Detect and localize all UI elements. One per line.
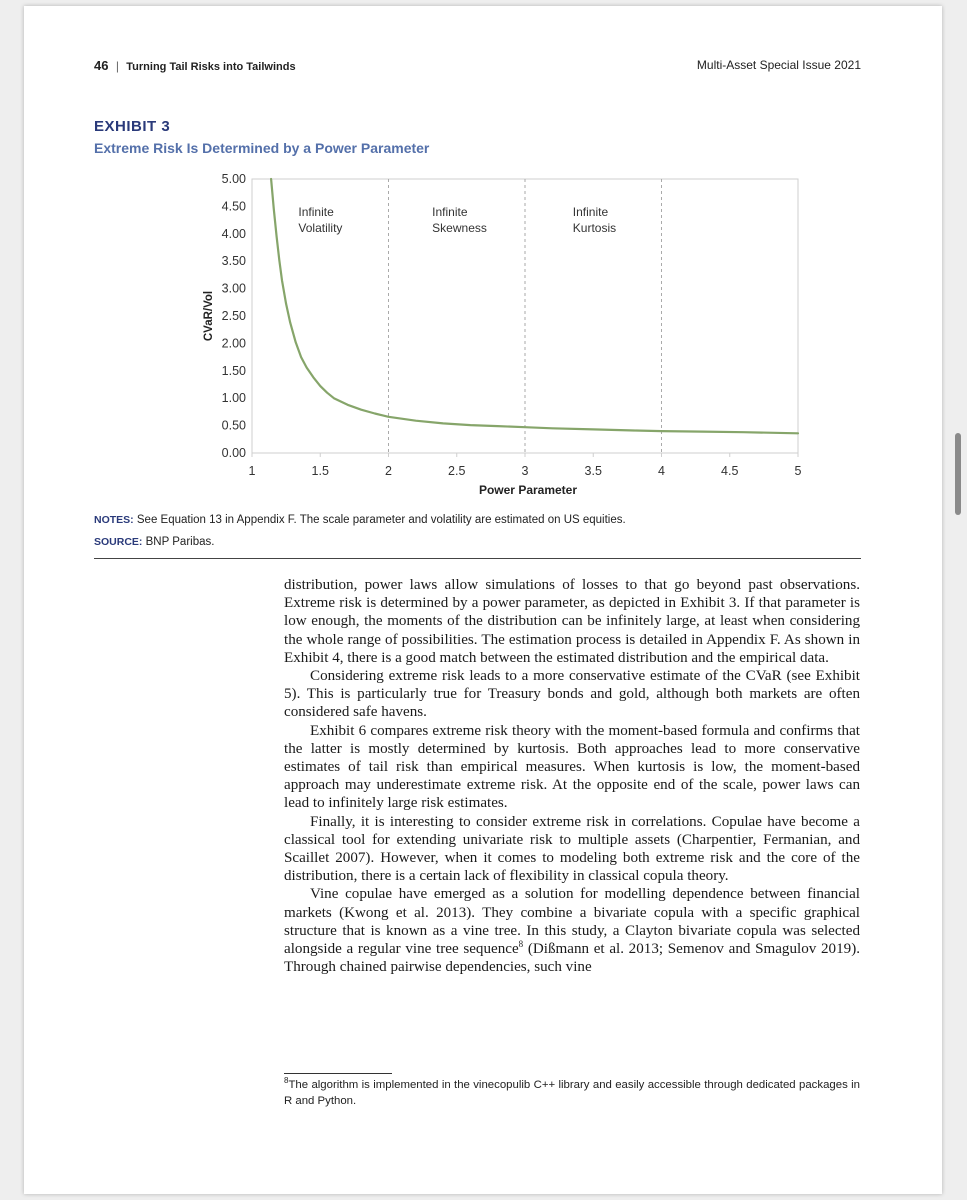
y-tick-label: 3.50 <box>221 254 246 269</box>
annotation-label: Infinite <box>432 205 468 219</box>
annotation-label: Skewness <box>432 221 487 235</box>
footnote-text: The algorithm is implemented in the vinecopulib C++ library and easily accessible through dedicated packages in R and Python. <box>284 1079 860 1107</box>
paragraph: Finally, it is interesting to consider extreme risk in correlations. Copulae have become a classical tool for extending univariate risk to multiple assets (Charpentier, Fermanian, and Scaillet 2007). However, when it comes to modeling both extreme risk and the core of the distribution, there is a certain lack of flexibility in classical copula theory. <box>284 813 860 885</box>
footnote <box>284 1078 860 1109</box>
x-tick-label: 1.5 <box>311 464 329 478</box>
annotation-label: Volatility <box>298 221 343 235</box>
header-separator: | <box>115 59 119 73</box>
paragraph: Exhibit 6 compares extreme risk theory with the moment-based formula and confirms that the latter is mostly determined by kurtosis. Both approaches lead to more conservative estimates of tail risk than empirical measures. When kurtosis is low, the moment-based approach may underestimate extreme risk. At the opposite end of the scale, power laws can lead to infinitely large risk estimates. <box>284 722 860 812</box>
y-axis-label: CVaR/Vol <box>203 290 215 342</box>
footnote-divider <box>284 1073 392 1074</box>
x-tick-label: 3 <box>521 464 529 478</box>
paragraph: distribution, power laws allow simulations of losses to that go beyond past observations. Extreme risk is determined by a power parameter, as depicted in Exhibit 3. If that parameter is low enough, the moments of the distribution can be infinitely large, at least when considering the whole range of possibilities. The estimation process is detailed in Appendix F. As shown in Exhibit 4, there is a good match between the estimated distribution and the empirical data. <box>284 577 860 666</box>
x-tick-label: 4 <box>658 464 665 478</box>
y-tick-label: 3.00 <box>221 281 246 296</box>
x-tick-label: 4.5 <box>721 464 739 478</box>
document-page <box>24 6 942 1194</box>
y-tick-label: 5.00 <box>221 172 246 186</box>
y-tick-label: 0.00 <box>221 446 246 460</box>
running-title: Turning Tail Risks into Tailwinds <box>126 61 296 73</box>
issue-title: Multi-Asset Special Issue 2021 <box>696 58 861 72</box>
notes-text: See Equation 13 in Appendix F. The scale parameter and volatility are estimated on US equities. <box>136 514 626 526</box>
y-tick-label: 2.50 <box>221 309 246 323</box>
y-tick-label: 4.50 <box>221 199 246 214</box>
x-tick-label: 2.5 <box>448 464 466 478</box>
x-tick-label: 5 <box>794 464 802 478</box>
x-tick-label: 2 <box>385 464 392 478</box>
scrollbar-thumb[interactable] <box>955 433 961 515</box>
y-tick-label: 1.50 <box>221 363 246 378</box>
x-tick-label: 1 <box>248 464 256 478</box>
annotation-label: Infinite <box>298 205 334 219</box>
x-axis-label: Power Parameter <box>478 483 578 497</box>
body-text <box>284 576 860 976</box>
exhibit-label: EXHIBIT 3 <box>94 118 171 135</box>
paragraph <box>284 885 860 976</box>
footnote-reference[interactable]: 8 <box>518 939 524 950</box>
annotation-label: Kurtosis <box>572 221 617 235</box>
exhibit-title: Extreme Risk Is Determined by a Power Parameter <box>94 140 430 156</box>
exhibit-chart <box>164 168 824 508</box>
exhibit-divider <box>94 558 861 559</box>
notes-label: NOTES: <box>94 514 134 526</box>
exhibit-notes <box>94 514 626 526</box>
paragraph-text: Vine copulae have emerged as a solution for modelling dependence between financial markets (Kwong et al. 2013). They combine a bivariate copula with a specific graphical structure that is known as a vine tree. In this study, a Clayton bivariate copula was selected alongside a regular vine tree sequence <box>284 886 860 958</box>
page-number: 46 <box>94 58 109 73</box>
y-tick-label: 2.00 <box>221 336 246 351</box>
running-header <box>94 58 861 73</box>
y-tick-label: 0.50 <box>221 418 246 433</box>
exhibit-source <box>94 536 214 548</box>
footnote-mark: 8 <box>284 1076 289 1086</box>
source-label: SOURCE: <box>94 536 143 548</box>
x-tick-label: 3.5 <box>584 464 602 478</box>
annotation-label: Infinite <box>572 205 609 219</box>
series-line <box>271 179 798 433</box>
y-tick-label: 1.00 <box>221 391 246 406</box>
paragraph: Considering extreme risk leads to a more conservative estimate of the CVaR (see Exhibit 5). This is particularly true for Treasury bonds and gold, although both markets are often considered safe havens. <box>284 668 860 721</box>
y-tick-label: 4.00 <box>221 226 246 241</box>
source-text: BNP Paribas. <box>145 536 215 548</box>
paragraph-text: (Dißmann et al. 2013; Semenov and Smagulov 2019). Through chained pairwise dependencies, such vine <box>284 941 860 976</box>
